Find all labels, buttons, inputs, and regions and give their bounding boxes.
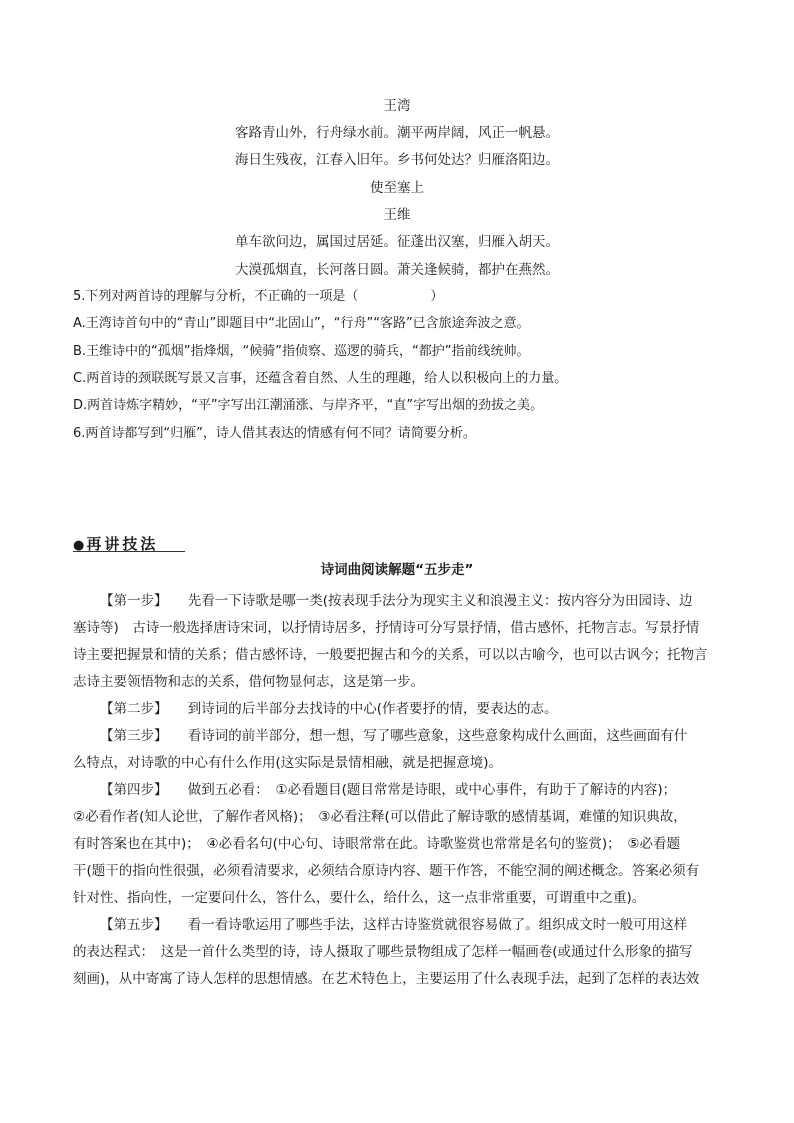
- poem1-line-2: 海日生残夜，江春入旧年。乡书何处达？归雁洛阳边。: [235, 152, 559, 168]
- guide-line: 【第五步】 看一看诗歌运用了哪些手法，这样古诗鉴赏就很容易做了。组织成文时一般可用这样: [100, 917, 688, 933]
- guide-line: 【第一步】 先看一下诗歌是哪一类(按表现手法分为现实主义和浪漫主义：按内容分为田园诗、边: [100, 593, 693, 609]
- guide-line: 【第二步】 到诗词的后半部分去找诗的中心(作者要抒的情，要表达的志。: [100, 701, 558, 717]
- guide-line: 塞诗等) 古诗一般选择唐诗宋词，以抒情诗居多，抒情诗可分写景抒情，借古感怀，托物言志。写景抒情: [73, 620, 700, 636]
- guide-line: 有时答案也在其中)； ④必看名句(中心句、诗眼常常在此。诗歌鉴赏也常常是名句的鉴赏)； ⑤必看题: [73, 836, 681, 852]
- poem2-author: 王维: [383, 207, 411, 223]
- poem2-title: 使至塞上: [370, 180, 424, 196]
- option-c: C.两首诗的颈联既写景又言事，还蕴含着自然、人生的理趣，给人以积极向上的力量。: [73, 371, 568, 386]
- guide-line: 【第三步】 看诗词的前半部分，想一想，写了哪些意象，这些意象构成什么画面，这些画面有什: [100, 728, 688, 744]
- option-d: D.两首诗炼字精妙，“平”字写出江潮涌涨、与岸齐平，“直”字写出烟的劲拔之美。: [73, 398, 544, 413]
- section-underline: [73, 551, 185, 552]
- poem2-line-2: 大漠孤烟直，长河落日圆。萧关逢候骑，都护在燕然。: [235, 262, 559, 278]
- guide-line: 【第四步】 做到五必看： ①必看题目(题目常常是诗眼，或中心事件，有助于了解诗的内容)；: [100, 782, 677, 798]
- guide-line: 么特点，对诗歌的中心有什么作用(这实际是景情相融，就是把握意境)。: [73, 755, 503, 771]
- question-5-stem-close: ）: [430, 289, 444, 304]
- guide-line: 针对性、指向性，一定要问什么，答什么，要什么，给什么，这一点非常重要，可谓重中之重)。: [73, 890, 646, 906]
- poem1-line-1: 客路青山外，行舟绿水前。潮平两岸阔，风正一帆悬。: [235, 125, 559, 141]
- question-5-stem: [73, 288, 733, 306]
- guide-line: 刻画)，从中寄寓了诗人怎样的思想情感。在艺术特色上，主要运用了什么表现手法，起到了怎样的表达效: [73, 971, 700, 987]
- guide-line: 干(题干的指向性很强，必须看清要求，必须结合原诗内容、题干作答，不能空洞的阐述概念。答案必须有: [73, 863, 700, 879]
- poem2-line-1: 单车欲问边，属国过居延。征蓬出汉塞，归雁入胡天。: [235, 234, 559, 250]
- guide-line: ②必看作者(知人论世，了解作者风格)； ③必看注释(可以借此了解诗歌的感情基调，难懂的知识典故，: [73, 809, 687, 825]
- option-b: B.王维诗中的“孤烟”指烽烟，“候骑”指侦察、巡逻的骑兵，“都护”指前线统帅。: [73, 344, 530, 359]
- guide-line: 志诗主要领悟物和志的关系，借何物显何志，这是第一步。: [73, 674, 424, 690]
- question-6: 6.两首诗都写到“归雁”，诗人借其表达的情感有何不同？请简要分析。: [73, 426, 476, 441]
- section-heading-text: 再讲技法: [86, 535, 159, 553]
- option-a: A.王湾诗首句中的“青山”即题目中“北固山”，“行舟”“客路”已含旅途奔波之意。: [73, 316, 530, 331]
- section-heading: [73, 534, 158, 556]
- bullet-icon: ●: [73, 538, 85, 553]
- guide-line: 诗主要把握景和情的关系；借古感怀诗，一般要把握古和今的关系，可以以古喻今，也可以古讽今；托物言: [73, 647, 708, 663]
- guide-line: 的表达程式： 这是一首什么类型的诗，诗人摄取了哪些景物组成了怎样一幅画卷(或通过什么形象的描写: [73, 944, 693, 960]
- question-5-stem-text: 5.下列对两首诗的理解与分析，不正确的一项是（: [73, 289, 359, 304]
- poem1-author: 王湾: [383, 98, 411, 114]
- guide-title: 诗词曲阅读解题“五步走”: [320, 562, 474, 578]
